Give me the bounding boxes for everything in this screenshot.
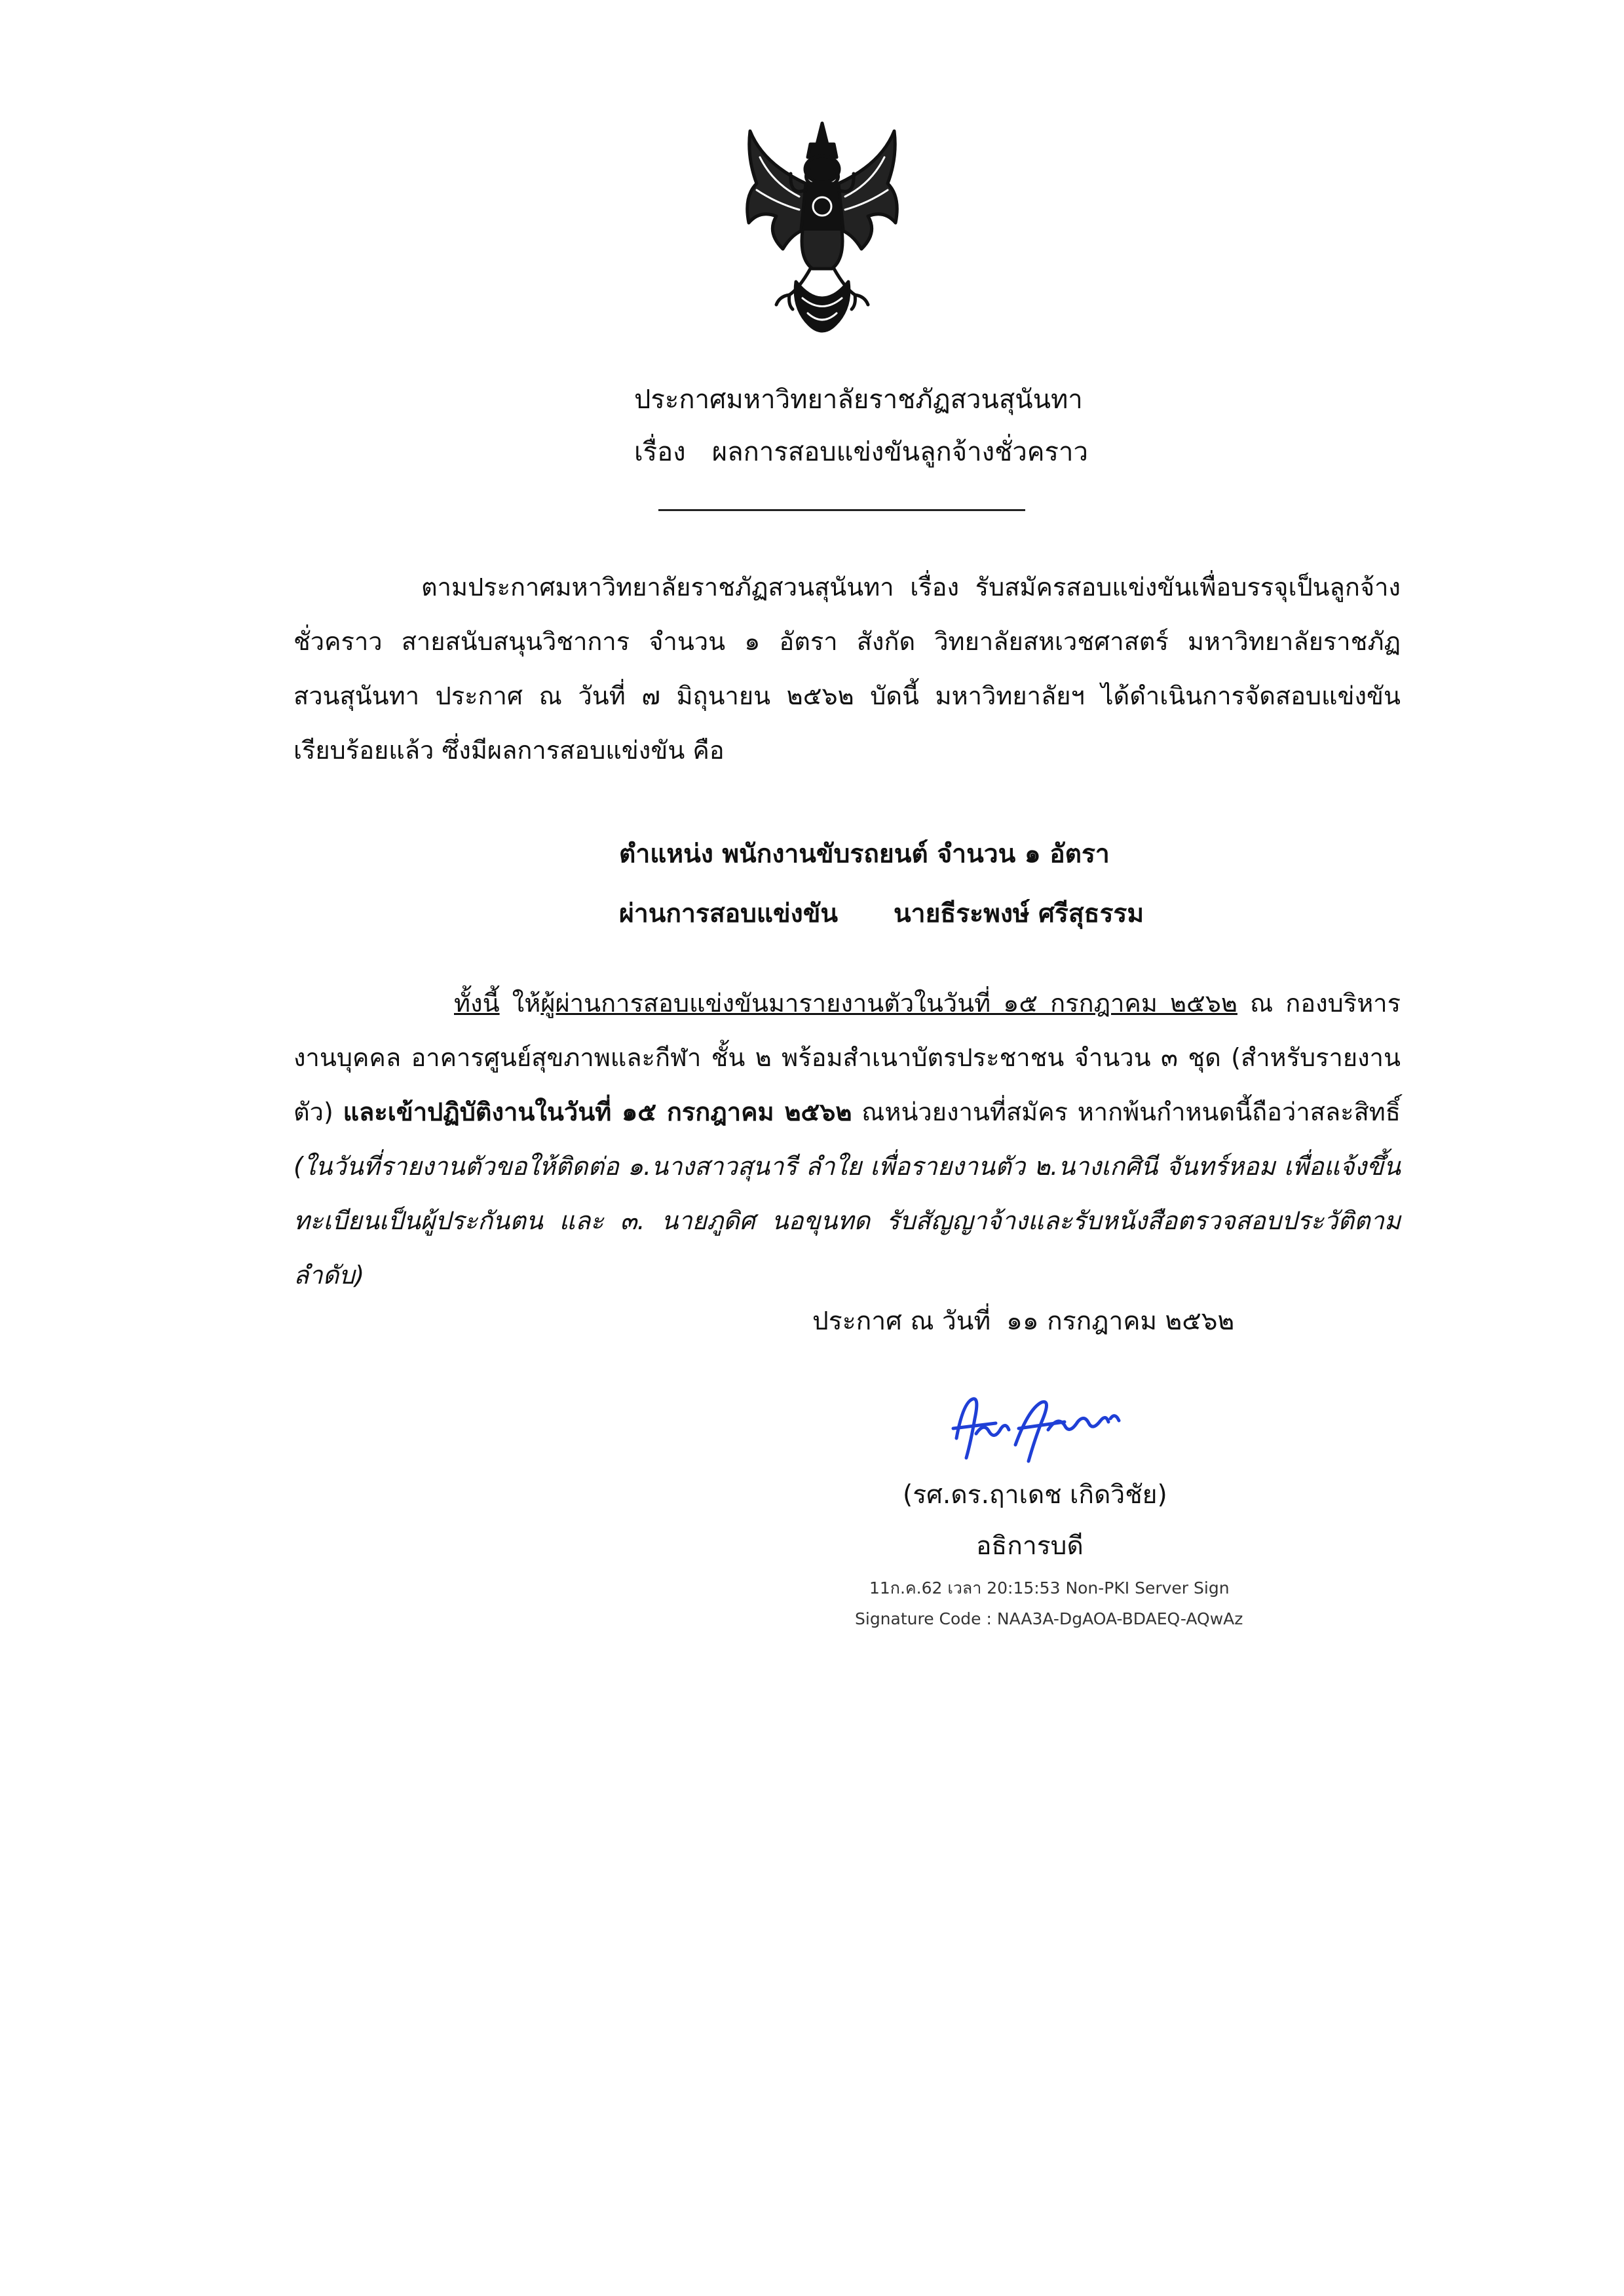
intro-text: ตามประกาศมหาวิทยาลัยราชภัฏสวนสุนันทา เรื่อง รับสมัครสอบแข่งขันเพื่อบรรจุเป็นลูกจ้างชั่วคราว สายสนับสนุนวิชาการ จำนวน ๑ อัตรา สังกัด วิทยาลัยสหเวชศาสตร์ มหาวิทยาลัยราชภัฏสวนสุนันทา ประกาศ ณ วันที่ ๗ มิถุนายน ๒๕๖๒ บัดนี้ มหาวิทยาลัยฯ ได้ดำเนินการจัดสอบแข่งขันเรียบร้อยแล้ว ซึ่งมีผลการสอบแข่งขัน คือ [293, 573, 1401, 765]
subject-text: ผลการสอบแข่งขันลูกจ้างชั่วคราว [711, 437, 1088, 467]
p2-text-2: ณ กองบริหารงานบุคคล อาคารศูนย์สุขภาพและกีฬา ชั้น ๒ พร้อมสำเนาบัตรประชาชน จำนวน ๓ ชุด (สำหรับรายงานตัว) [293, 989, 1401, 1126]
passed-label: ผ่านการสอบแข่งขัน [619, 899, 839, 928]
signature-timestamp: 11ก.ค.62 เวลา 20:15:53 Non-PKI Server Sign [869, 1578, 1230, 1598]
signature-code: Signature Code : NAA3A-DgAOA-BDAEQ-AQwAz [855, 1609, 1243, 1628]
subject-prefix: เรื่อง [634, 437, 686, 467]
passed-name: นายธีระพงษ์ ศรีสุธรรม [894, 899, 1144, 928]
signer-name: (รศ.ดร.ฤาเดช เกิดวิชัย) [903, 1480, 1167, 1510]
header-divider [658, 509, 1025, 511]
document-header [634, 373, 1088, 478]
p2-underlined-1: ทั้งนี้ [454, 989, 500, 1018]
p2-text-3: ณหน่วยงานที่สมัคร หากพ้นกำหนดนี้ถือว่าสละสิทธิ์ [852, 1098, 1401, 1126]
announcement-subject [634, 426, 1088, 478]
p2-bold: และเข้าปฏิบัติงานในวันที่ ๑๕ กรกฎาคม ๒๕๖๒ [343, 1098, 852, 1126]
report-instructions-paragraph [293, 976, 1401, 1303]
passed-line [619, 884, 1144, 944]
garuda-emblem-icon [737, 118, 907, 344]
p2-text-1: ให้ [499, 989, 541, 1018]
announcement-date-value: ๑๑ กรกฎาคม ๒๕๖๒ [1006, 1307, 1235, 1336]
intro-paragraph [293, 560, 1401, 778]
announcement-date [812, 1301, 1234, 1341]
announcement-title: ประกาศมหาวิทยาลัยราชภัฏสวนสุนันทา [634, 385, 1083, 415]
handwritten-signature-icon [943, 1383, 1133, 1468]
signature-metadata [855, 1573, 1243, 1634]
result-block [619, 824, 1144, 944]
signer-title: อธิการบดี [976, 1531, 1084, 1561]
p2-underlined-2: ผู้ผ่านการสอบแข่งขันมารายงานตัวในวันที่ ๑๕ กรกฎาคม ๒๕๖๒ [540, 989, 1237, 1018]
p2-italic: (ในวันที่รายงานตัวขอให้ติดต่อ ๑.นางสาวสุนารี ลำใย เพื่อรายงานตัว ๒.นางเกศินี จันทร์หอม เพื่อแจ้งขึ้นทะเบียนเป็นผู้ประกันตน และ ๓. นายภูดิศ นอขุนทด รับสัญญาจ้างและรับหนังสือตรวจสอบประวัติตามลำดับ) [293, 1152, 1401, 1290]
announcement-date-prefix: ประกาศ ณ วันที่ [812, 1307, 991, 1336]
position-line: ตำแหน่ง พนักงานขับรถยนต์ จำนวน ๑ อัตรา [619, 839, 1110, 869]
